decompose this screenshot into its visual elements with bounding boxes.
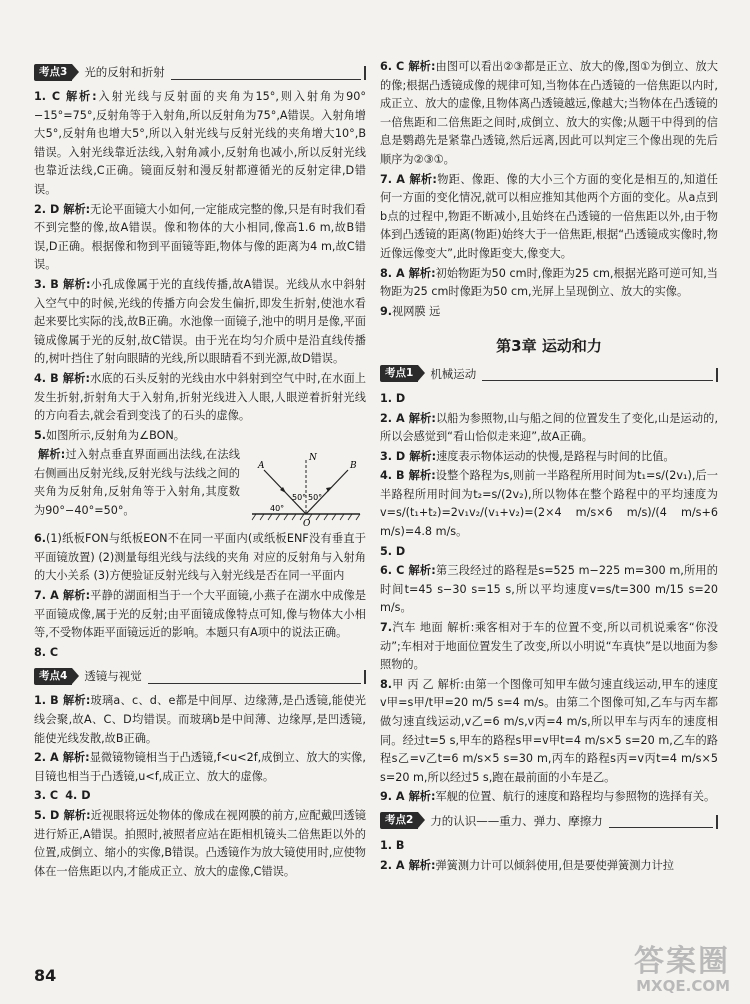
section-block (34, 666, 366, 881)
page-number: 84 (34, 966, 57, 985)
reflection-diagram (246, 448, 366, 528)
answer-item: 3. C 4. D (34, 789, 91, 803)
svg-text:N: N (309, 453, 317, 464)
watermark (610, 946, 730, 998)
section-title: 机械运动 (430, 366, 477, 381)
section-tag: 考点4 (34, 668, 72, 685)
section-tag: 考点3 (34, 64, 72, 81)
answer-item: 8. A 解析:初始物距为50 cm时,像距为25 cm,根据光路可逆可知,当物距为25 cm时像距为50 cm,光屏上呈现倒立、放大的实像。 (380, 266, 718, 299)
left-column (34, 58, 366, 882)
section-rule (148, 683, 361, 684)
answer-item: A N B O 40° 50° 50° 解析:过入射点垂直界面画出法线,在法线右侧画出反射光线,反射光线与法线之间的夹角为反射角,反射角等于入射角,其度数为90°−40°=50°。 (34, 446, 366, 520)
answer-item: 9. A 解析:军舰的位置、航行的速度和路程均与参照物的选择有关。 (380, 790, 716, 804)
section-title: 透镜与视觉 (84, 669, 142, 684)
answer-item: 4. B 解析:设整个路程为s,则前一半路程所用时间为t₁=s/(2v₁),后一半路程所用时间为t₂=s/(2v₂),所以物体在整个路程中的平均速度为v=s/(t₁+t₂)=2v₁v₂/(v₁+v₂)=(2×4 m/s×6 m/s)/(4 m/s+6 m/s)=4.8 m/s。 (380, 469, 718, 539)
answer-item: 2. A 解析:以船为参照物,山与船之间的位置发生了变化,山是运动的,所以会感觉到“看山恰似走来迎”,故A正确。 (380, 411, 719, 444)
answer-item: 5.如图所示,反射角为∠BON。 (34, 428, 185, 442)
section-tag: 考点2 (380, 812, 418, 829)
svg-text:A: A (258, 461, 265, 472)
section-header (34, 666, 366, 686)
svg-text:O: O (303, 519, 311, 529)
answer-item: 5. D (380, 544, 406, 558)
svg-text:50°: 50° (292, 493, 307, 503)
answer-item: 6. C 解析:由图可以看出②③都是正立、放大的像,图①为倒立、放大的像;根据凸透镜成像的规律可知,当物体在凸透镜的一倍焦距以内时,成正立、放大的虚像,且物体离凸透镜越远,像越大;当物体在凸透镜的一倍焦距和二倍焦距之间时,成倒立、放大的实像;从题干中得到的信息是鹦鹉先是紧靠凸透镜,然后远离,因此可以判定三个像出现的先后顺序为②③①。 (380, 60, 718, 166)
chapter-title: 第3章 运动和力 (496, 337, 602, 356)
svg-text:50°: 50° (308, 493, 323, 503)
answer-item: 8. C (34, 645, 59, 659)
answer-item: 5. D 解析:近视眼将远处物体的像成在视网膜的前方,应配戴凹透镜进行矫正,A错误。拍照时,被照者应站在距相机镜头二倍焦距以外的位置,成倒立、缩小的实像,B错误。凸透镜作为放大镜使用时,应使物体在一倍焦距以内,才能成正立、放大的虚像,C错误。 (34, 809, 366, 878)
answer-item: 3. D 解析:速度表示物体运动的快慢,是路程与时间的比值。 (380, 449, 675, 463)
watermark-logo: 答案圈 (634, 944, 730, 979)
section-title: 力的认识——重力、弹力、摩擦力 (430, 813, 603, 828)
answer-item: 4. B 解析:水底的石头反射的光线由水中斜射到空气中时,在水面上发生折射,折射角大于入射角,折射光线进入人眼,人眼逆着折射光线的方向看去,就会看到变浅了的石头的虚像。 (34, 371, 366, 423)
answer-item: 9.视网膜 远 (380, 304, 441, 318)
section-header (34, 62, 366, 82)
answer-item: 6.(1)纸板FON与纸板EON不在同一平面内(或纸板ENF没有垂直于平面镜放置) (2)测量每组光线与法线的夹角 对应的反射角与入射角的大小关系 (3)方便验证反射光线与入射光线是否在同一平面内 (34, 532, 366, 583)
watermark-url: MXQE.COM (636, 977, 730, 995)
section-block (380, 364, 718, 807)
svg-text:B: B (350, 461, 357, 472)
section-block (34, 62, 366, 662)
section-rule (482, 380, 713, 381)
section-tag: 考点1 (380, 365, 418, 382)
answer-item: 1. B 解析:玻璃a、c、d、e都是中间厚、边缘薄,是凸透镜,能使光线会聚,故A、C、D均错误。而玻璃b是中间薄、边缘厚,是凹透镜,能使光线发散,故B正确。 (34, 694, 366, 745)
answer-item: 6. C 解析:第三段经过的路程是s=525 m−225 m=300 m,所用的时间t=45 s−30 s=15 s,所以平均速度v=s/t=300 m/15 s=20 m/s。 (380, 564, 718, 615)
svg-text:40°: 40° (270, 504, 285, 514)
section-header (380, 811, 718, 831)
answer-item: 7. A 解析:物距、像距、像的大小三个方面的变化是相互的,知道任何一方面的变化情况,就可以相应推知其他两个方面的变化。从a点到b点的过程中,物距不断减小,且始终在凸透镜的一倍焦距以外,由于物体到凸透镜的距离(物距)始终大于一倍焦距,根据“凸透镜成实像时,物近像远像变大”,此时像距变大,像变大。 (380, 172, 718, 260)
answer-item: 1. C 解析:入射光线与反射面的夹角为15°,则入射角为90°−15°=75°,反射角等于入射角,所以反射角为75°,A错误。入射角增大5°,反射角也增大5°,所以入射光线与反射光线的夹角增大10°,B错误。入射光线靠近法线,入射角减小,反射角也减小,所以反射光线也靠近法线,C正确。镜面反射和漫反射都遵循光的反射定律,D错误。 (34, 90, 367, 196)
right-column (380, 58, 718, 876)
answer-item: 1. D (380, 391, 406, 405)
section-rule (609, 827, 713, 828)
answer-item: 2. A 解析:弹簧测力计可以倾斜使用,但是要使弹簧测力计拉 (380, 858, 674, 872)
section-header (380, 364, 718, 384)
answer-item: 2. A 解析:显微镜物镜相当于凸透镜,f<u<2f,成倒立、放大的实像,目镜也相当于凸透镜,u<f,成正立、放大的虚像。 (34, 751, 366, 783)
answer-item: 2. D 解析:无论平面镜大小如何,一定能成完整的像,只是有时我们看不到完整的像,故A错误。像和物体的大小相同,像高1.6 m,故B错误,D正确。根据像和物到平面镜等距,物体与像的距离为4 m,故C错误。 (34, 202, 366, 272)
section-block (380, 811, 718, 875)
answer-item: 1. B (380, 838, 405, 852)
section-title: 光的反射和折射 (84, 64, 165, 79)
answer-item: 7. A 解析:平静的湖面相当于一个大平面镜,小燕子在湖水中成像是平面镜成像,属于光的反射;由平面镜成像特点可知,像与物体大小相等,不受物体距平面镜远近的影响。本题只有A项中的说法正确。 (34, 589, 367, 640)
section-rule (171, 79, 361, 80)
answer-item: 7.汽车 地面 解析:乘客相对于车的位置不变,所以司机说乘客“你没动”;车相对于地面位置发生了改变,所以小明说“车真快”是以地面为参照物的。 (380, 621, 718, 672)
answer-item: 3. B 解析:小孔成像属于光的直线传播,故A错误。光线从水中斜射入空气中的时候,光线的传播方向会发生偏折,即发生折射,使池水看起来要比实际的浅,故B正确。水池像一面镜子,池中的明月是像,平面镜成像属于光的反射,故C错误。由于光在均匀介质中是沿直线传播的,树叶挡住了射向眼睛的光线,所以眼睛看不到光源,故D错误。 (34, 277, 366, 366)
answer-item: 8.甲 丙 乙 解析:由第一个图像可知甲车做匀速直线运动,甲车的速度v甲=s甲/t甲=20 m/5 s=4 m/s。由第二个图像可知,乙车与丙车都做匀速直线运动,v乙=6 m/s,v丙=4 m/s,所以甲车与丙车的速度相同。经过t=5 s,甲车的路程s甲=v甲t=4 m/s×5 s=20 m,乙车的路程s乙=v乙t=6 m/s×5 s=30 m,丙车的路程s丙=v丙t=4 m/s×5 s=20 m,所以经过5 s,跑在最前面的小车是乙。 (380, 677, 718, 784)
